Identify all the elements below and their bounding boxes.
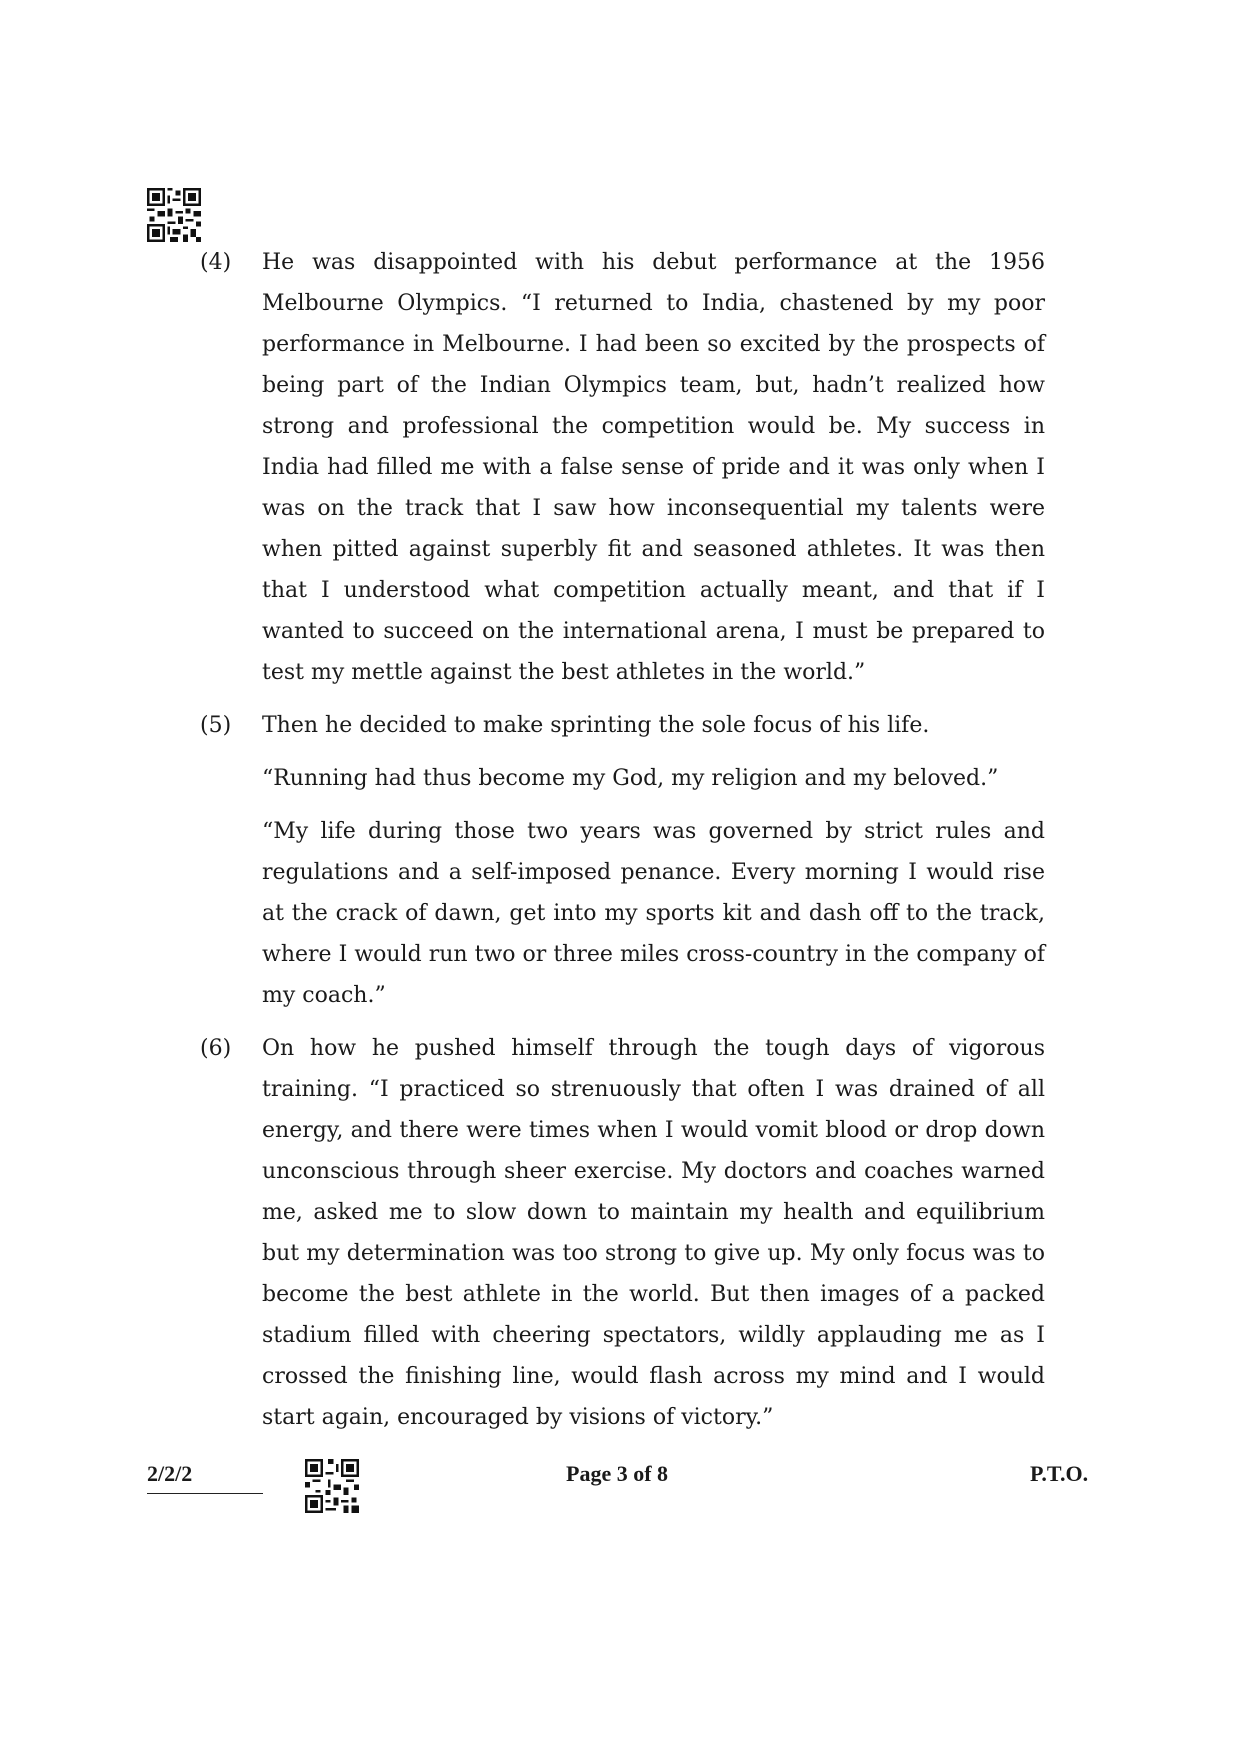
item-number: (4) xyxy=(200,250,232,275)
paragraph: Then he decided to make sprinting the sole focus of his life. xyxy=(262,713,930,738)
item-body xyxy=(262,1028,1045,1438)
item-number: (5) xyxy=(200,713,232,738)
passage-content xyxy=(200,242,1045,1438)
item-body xyxy=(262,705,1045,1016)
exam-code: 2/2/2 xyxy=(147,1461,193,1486)
passage-item xyxy=(200,242,1045,693)
qr-code-icon xyxy=(147,188,201,242)
paragraph: On how he pushed himself through the tough days of vigorous training. “I practiced so strenuously that often I was drained of all energy, and there were times when I would vomit blood or drop down unconscious through sheer exercise. My doctors and coaches warned me, asked me to slow down to maintain my health and equilibrium but my determination was too strong to give up. My only focus was to become the best athlete in the world. But then images of a packed stadium filled with cheering spectators, wildly applauding me as I crossed the finishing line, would flash across my mind and I would start again, encouraged by visions of victory.” xyxy=(262,1036,1045,1430)
qr-code-icon xyxy=(305,1459,359,1513)
page-footer xyxy=(0,1455,1241,1515)
page-number: Page 3 of 8 xyxy=(566,1461,669,1486)
item-number: (6) xyxy=(200,1036,232,1061)
please-turn-over: P.T.O. xyxy=(1030,1461,1089,1486)
item-body xyxy=(262,242,1045,693)
passage-item xyxy=(200,705,1045,1016)
paragraph: “My life during those two years was governed by strict rules and regulations and a self-imposed penance. Every morning I would rise at the crack of dawn, get into my sports kit and dash off to the track, where I would run two or three miles cross-country in the company of my coach.” xyxy=(262,819,1045,1008)
passage-item xyxy=(200,1028,1045,1438)
paragraph: “Running had thus become my God, my religion and my beloved.” xyxy=(262,766,999,791)
exam-code-underline xyxy=(147,1493,263,1494)
paragraph: He was disappointed with his debut performance at the 1956 Melbourne Olympics. “I returned to India, chastened by my poor performance in Melbourne. I had been so excited by the prospects of being part of the Indian Olympics team, but, hadn’t realized how strong and professional the competition would be. My success in India had filled me with a false sense of pride and it was only when I was on the track that I saw how inconsequential my talents were when pitted against superbly fit and seasoned athletes. It was then that I understood what competition actually meant, and that if I wanted to succeed on the international arena, I must be prepared to test my mettle against the best athletes in the world.” xyxy=(262,250,1045,685)
